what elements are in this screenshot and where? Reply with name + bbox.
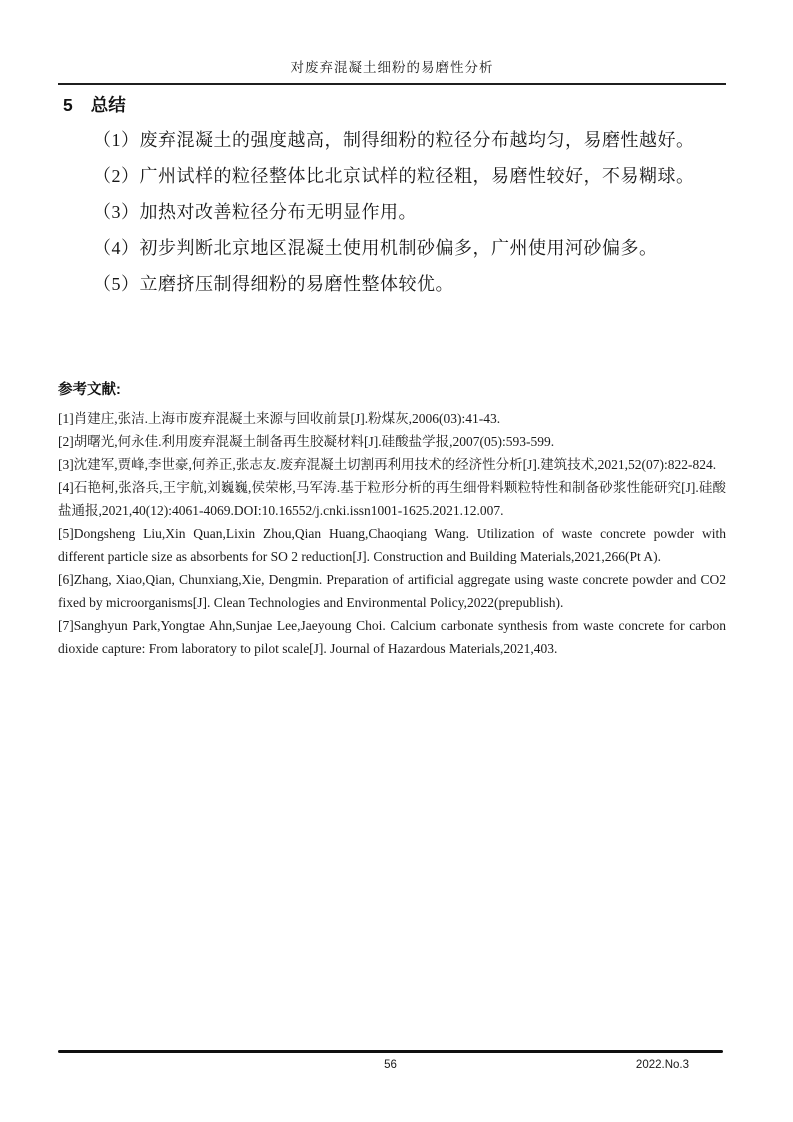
footer-row [58,1057,723,1073]
page-footer [58,1050,723,1073]
running-title: 对废弃混凝土细粉的易磨性分析 [290,60,494,75]
page-number: 56 [384,1059,397,1071]
references-section [58,380,726,660]
reference-item-4: [4]石艳柯,张洛兵,王宇航,刘巍巍,侯荣彬,马军涛.基于粒形分析的再生细骨料颗粒特性和制备砂浆性能研究[J].硅酸盐通报,2021,40(12):4061-4069.DOI:10.16552/j.cnki.issn1001-1625.2021.12.007. [58,480,726,518]
conclusion-list [58,131,726,294]
conclusion-item-1: （1）废弃混凝土的强度越高，制得细粉的粒径分布越均匀，易磨性越好。 [93,130,695,150]
reference-item-5: [5]Dongsheng Liu,Xin Quan,Lixin Zhou,Qian Huang,Chaoqiang Wang. Utilization of waste concrete powder with different particle size as absorbents for SO 2 reduction[J]. Construction and Building Materials,2021,266(Pt A). [58,526,726,564]
section-heading [63,94,726,116]
references-heading: 参考文献: [58,382,121,398]
reference-item-7: [7]Sanghyun Park,Yongtae Ahn,Sunjae Lee,Jaeyoung Choi. Calcium carbonate synthesis from waste concrete for carbon dioxide capture: From laboratory to pilot scale[J]. Journal of Hazardous Materials,2021,403. [58,618,726,656]
reference-item-1: [1]肖建庄,张洁.上海市废弃混凝土来源与回收前景[J].粉煤灰,2006(03):41-43. [58,411,501,426]
conclusion-item-2: （2）广州试样的粒径整体比北京试样的粒径粗，易磨性较好，不易糊球。 [93,166,695,186]
references-list [58,407,726,660]
issue-label: 2022.No.3 [635,1059,689,1071]
reference-item-6: [6]Zhang, Xiao,Qian, Chunxiang,Xie, Dengmin. Preparation of artificial aggregate using waste concrete powder and CO2 fixed by microorganisms[J]. Clean Technologies and Environmental Policy,2022(prepublish). [58,572,726,610]
footer-rule [58,1050,723,1053]
section-number: 5 [63,95,73,115]
conclusion-item-3: （3）加热对改善粒径分布无明显作用。 [93,202,417,222]
reference-item-2: [2]胡曙光,何永佳.利用废弃混凝土制备再生胶凝材料[J].硅酸盐学报,2007(05):593-599. [58,434,555,449]
header-rule [58,83,726,85]
section-title: 总结 [90,95,126,115]
reference-item-3: [3]沈建军,贾峰,李世豪,何养正,张志友.废弃混凝土切割再利用技术的经济性分析[J].建筑技术,2021,52(07):822-824. [58,457,717,472]
page-header [58,58,726,85]
conclusion-item-4: （4）初步判断北京地区混凝土使用机制砂偏多，广州使用河砂偏多。 [93,238,658,258]
conclusion-item-5: （5）立磨挤压制得细粉的易磨性整体较优。 [93,274,454,294]
